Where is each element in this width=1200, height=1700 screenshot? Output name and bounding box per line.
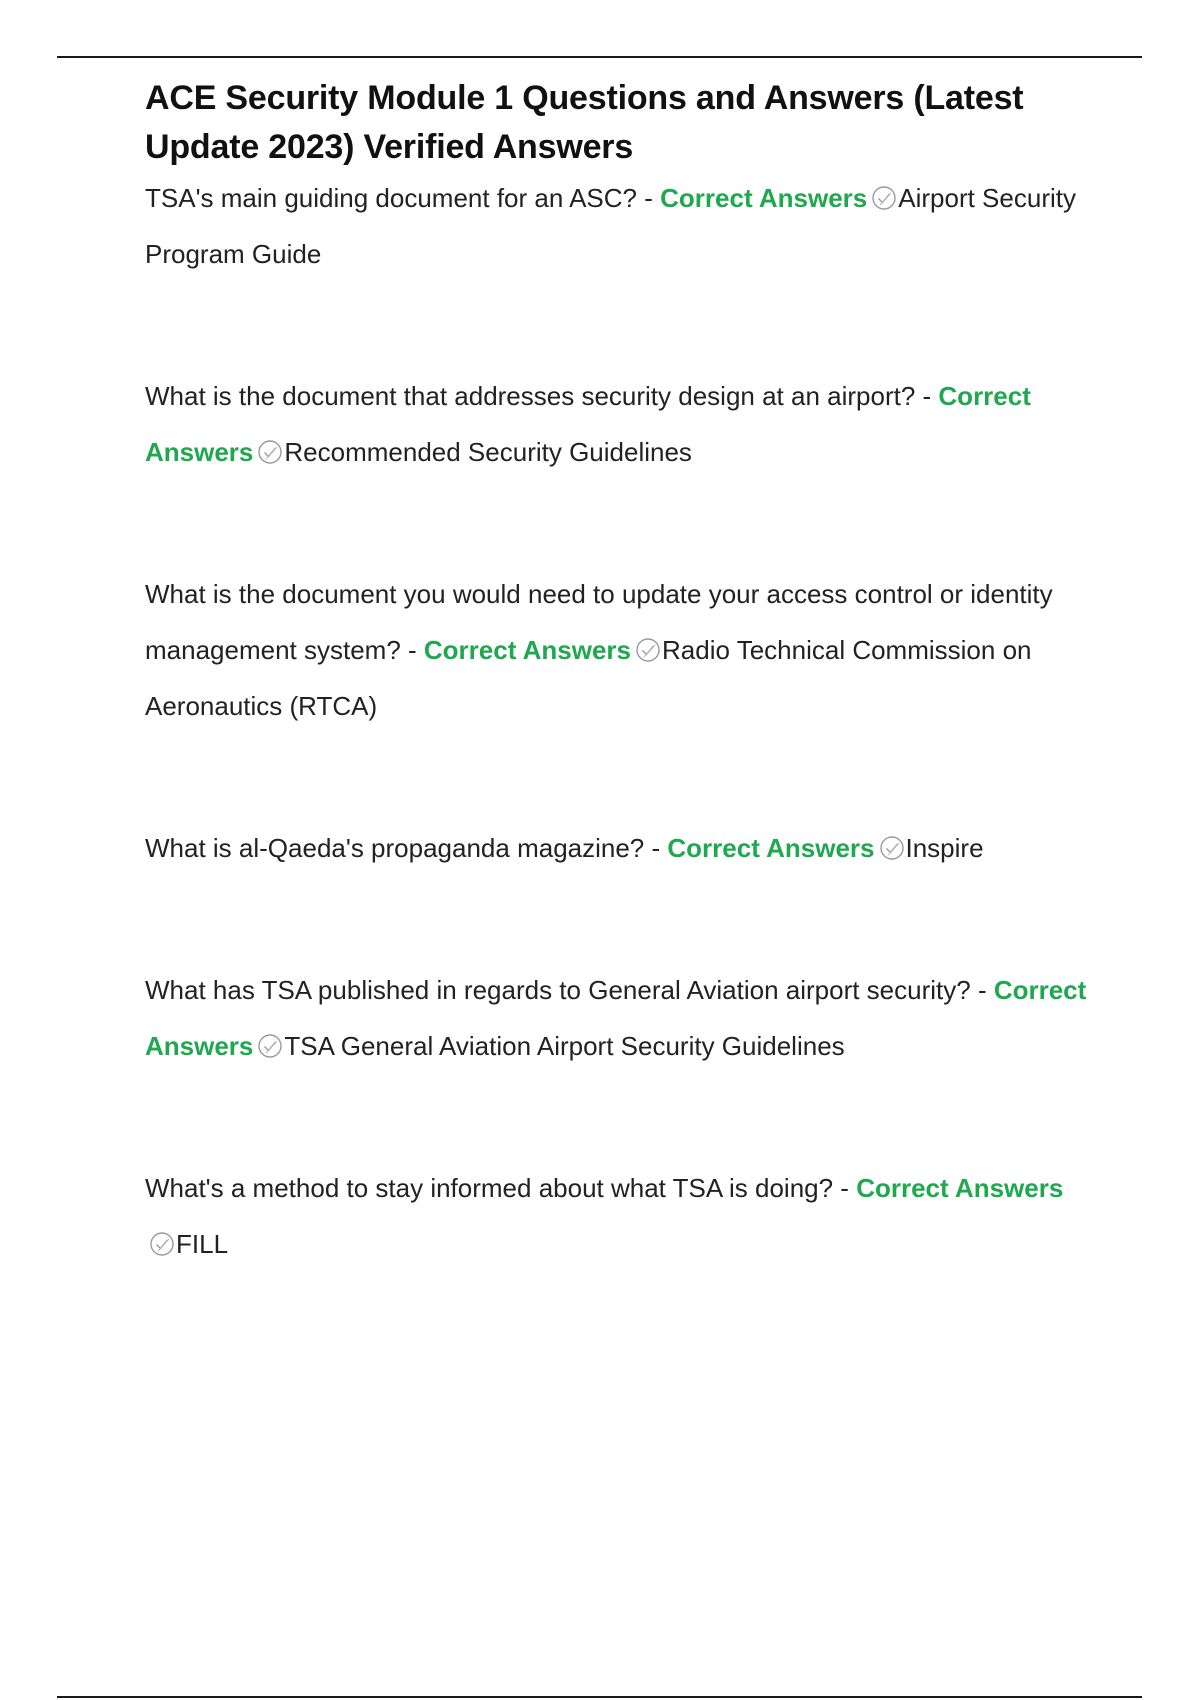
question-text: What is the document that addresses security design at an airport? - [145,381,939,411]
answer-text: TSA General Aviation Airport Security Guidelines [284,1031,845,1061]
qa-item [145,368,1090,480]
correct-answers-label: Correct Answers [423,635,632,665]
document-title: ACE Security Module 1 Questions and Answers (Latest Update 2023) Verified Answers [145,79,1024,166]
check-circle-icon [257,1033,283,1059]
correct-answers-label: Correct Answers [856,1173,1064,1203]
answer-text: Recommended Security Guidelines [284,437,692,467]
correct-answers-label: Correct Answers [667,833,875,863]
qa-item [145,170,1090,282]
check-circle-icon [635,637,661,663]
check-circle-icon [871,185,897,211]
question-text: What is al-Qaeda's propaganda magazine? - [145,833,668,863]
question-text: What is the document you would need to update your access control or identity management system? - [145,579,1053,665]
question-text: TSA's main guiding document for an ASC? - [145,183,661,213]
answer-text: Inspire [905,833,984,863]
check-circle-icon [879,835,905,861]
correct-answers-label: Correct Answers [145,381,1031,467]
qa-item [145,566,1090,734]
document-content [145,74,1090,1358]
answer-text: Airport Security Program Guide [145,183,1076,269]
qa-item [145,1160,1090,1272]
qa-item [145,820,1090,876]
question-text: What's a method to stay informed about what TSA is doing? - [145,1173,857,1203]
qa-item [145,962,1090,1074]
answer-text: FILL [176,1229,229,1259]
correct-answers-label: Correct Answers [145,975,1087,1061]
check-circle-icon [257,439,283,465]
qa-list [145,170,1090,1272]
bottom-rule [57,1696,1142,1698]
answer-text: Radio Technical Commission on Aeronautics (RTCA) [145,635,1032,721]
check-circle-icon [149,1231,175,1257]
question-text: What has TSA published in regards to General Aviation airport security? - [145,975,994,1005]
top-rule [57,56,1142,58]
correct-answers-label: Correct Answers [660,183,868,213]
